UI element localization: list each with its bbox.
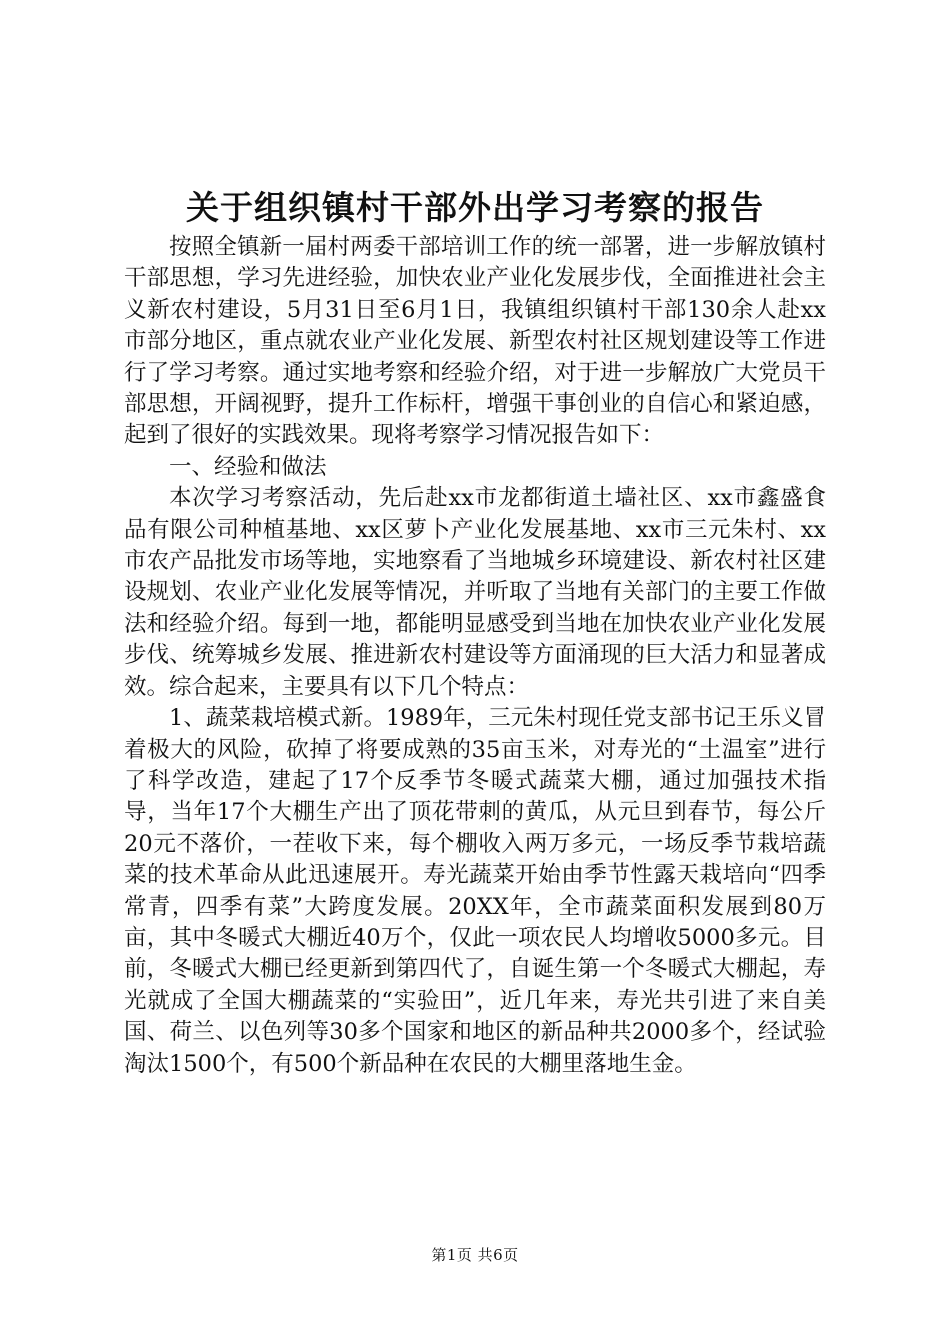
page-footer: 第1页 共6页 [431, 1246, 519, 1264]
document-title: 关于组织镇村干部外出学习考察的报告 [186, 188, 764, 227]
paragraph-overview: 本次学习考察活动，先后赴xx市龙都街道土墙社区、xx市鑫盛食品有限公司种植基地、xx区萝卜产业化发展基地、xx市三元朱村、xx市农产品批发市场等地，实地察看了当地城乡环境建设、新农村社区建设规划、农业产业化发展等情况，并听取了当地有关部门的主要工作做法和经验介绍。每到一地，都能明显感受到当地在加快农业产业化发展步伐、统筹城乡发展、推进新农村建设等方面涌现的巨大活力和显著成效。综合起来，主要具有以下几个特点： [124, 485, 826, 700]
section-heading: 一、经验和做法 [169, 453, 327, 480]
document-body [124, 232, 826, 1080]
paragraph-intro: 按照全镇新一届村两委干部培训工作的统一部署，进一步解放镇村干部思想，学习先进经验，加快农业产业化发展步伐，全面推进社会主义新农村建设，5月31日至6月1日，我镇组织镇村干部130余人赴xx市部分地区，重点就农业产业化发展、新型农村社区规划建设等工作进行了学习考察。通过实地考察和经验介绍，对于进一步解放广大党员干部思想，开阔视野，提升工作标杆，增强干事创业的自信心和紧迫感，起到了很好的实践效果。现将考察学习情况报告如下： [124, 234, 826, 449]
paragraph-point-1: 1、蔬菜栽培模式新。1989年，三元朱村现任党支部书记王乐义冒着极大的风险，砍掉了将要成熟的35亩玉米，对寿光的“土温室”进行了科学改造，建起了17个反季节冬暖式蔬菜大棚，通过加强技术指导，当年17个大棚生产出了顶花带刺的黄瓜，从元旦到春节，每公斤20元不落价，一茬收下来，每个棚收入两万多元，一场反季节栽培蔬菜的技术革命从此迅速展开。寿光蔬菜开始由季节性露天栽培向“四季常青，四季有菜”大跨度发展。20XX年，全市蔬菜面积发展到80万亩，其中冬暖式大棚近40万个，仅此一项农民人均增收5000多元。目前，冬暖式大棚已经更新到第四代了，自诞生第一个冬暖式大棚起，寿光就成了全国大棚蔬菜的“实验田”，近几年来，寿光共引进了来自美国、荷兰、以色列等30多个国家和地区的新品种共2000多个，经试验淘汰1500个，有500个新品种在农民的大棚里落地生金。 [124, 705, 826, 1077]
